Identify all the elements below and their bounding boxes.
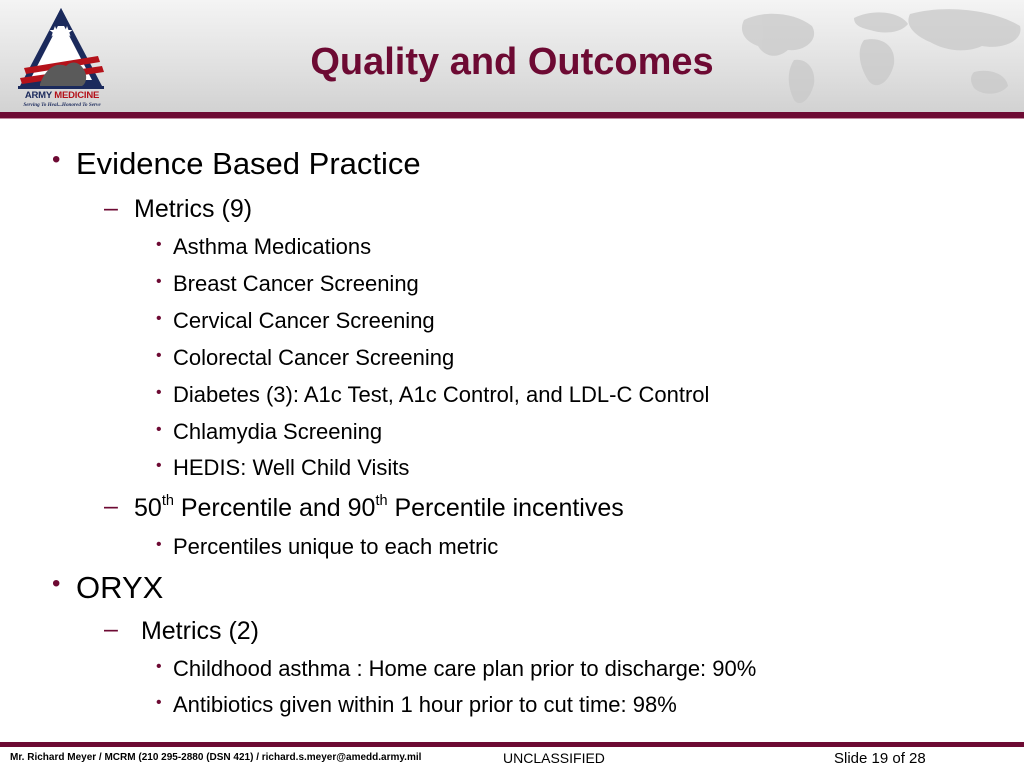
slide-header bbox=[0, 0, 1024, 112]
list-item: Diabetes (3): A1c Test, A1c Control, and LDL-C Control bbox=[173, 382, 710, 407]
list-item: HEDIS: Well Child Visits bbox=[173, 455, 410, 480]
logo-name: ARMY MEDICINE bbox=[24, 90, 100, 101]
title-divider bbox=[0, 112, 1024, 119]
bullet-icon: • bbox=[156, 310, 162, 327]
bullet-icon: • bbox=[156, 384, 162, 401]
subsection-label: Metrics (2) bbox=[134, 617, 259, 645]
slide-number: Slide 19 of 28 bbox=[834, 750, 926, 767]
slide-footer bbox=[0, 747, 1024, 768]
dash-icon: – bbox=[104, 492, 118, 520]
bullet-icon: • bbox=[156, 347, 162, 364]
logo-tagline: Serving To Heal...Honored To Serve bbox=[23, 102, 101, 108]
bullet-icon: • bbox=[52, 146, 61, 173]
bullet-icon: • bbox=[156, 457, 162, 474]
bullet-icon: • bbox=[156, 694, 162, 711]
section-heading: Evidence Based Practice bbox=[76, 146, 421, 181]
list-item: Asthma Medications bbox=[173, 234, 372, 259]
classification-label: UNCLASSIFIED bbox=[503, 750, 605, 766]
bullet-icon: • bbox=[156, 236, 162, 253]
footer-contact: Mr. Richard Meyer / MCRM (210 295-2880 (DSN 421) / richard.s.meyer@amedd.army.mil bbox=[10, 752, 422, 763]
dash-icon: – bbox=[104, 194, 118, 222]
subsection-label: 50th Percentile and 90th Percentile incentives bbox=[134, 493, 624, 522]
bullet-icon: • bbox=[156, 658, 162, 675]
bullet-icon: • bbox=[156, 421, 162, 438]
dash-icon: – bbox=[104, 615, 118, 643]
list-item: Colorectal Cancer Screening bbox=[173, 345, 455, 370]
subsection-label: Metrics (9) bbox=[134, 195, 253, 223]
list-item: Cervical Cancer Screening bbox=[173, 308, 435, 333]
list-item: Breast Cancer Screening bbox=[173, 271, 419, 296]
slide-title: Quality and Outcomes bbox=[310, 41, 714, 83]
bullet-icon: • bbox=[156, 536, 162, 553]
bullet-icon: • bbox=[156, 273, 162, 290]
list-item: Childhood asthma : Home care plan prior to discharge: 90% bbox=[173, 656, 757, 681]
list-item: Antibiotics given within 1 hour prior to cut time: 98% bbox=[173, 692, 677, 717]
section-heading: ORYX bbox=[76, 570, 164, 605]
bullet-icon: • bbox=[52, 570, 61, 597]
list-item: Percentiles unique to each metric bbox=[173, 534, 499, 559]
list-item: Chlamydia Screening bbox=[173, 419, 383, 444]
